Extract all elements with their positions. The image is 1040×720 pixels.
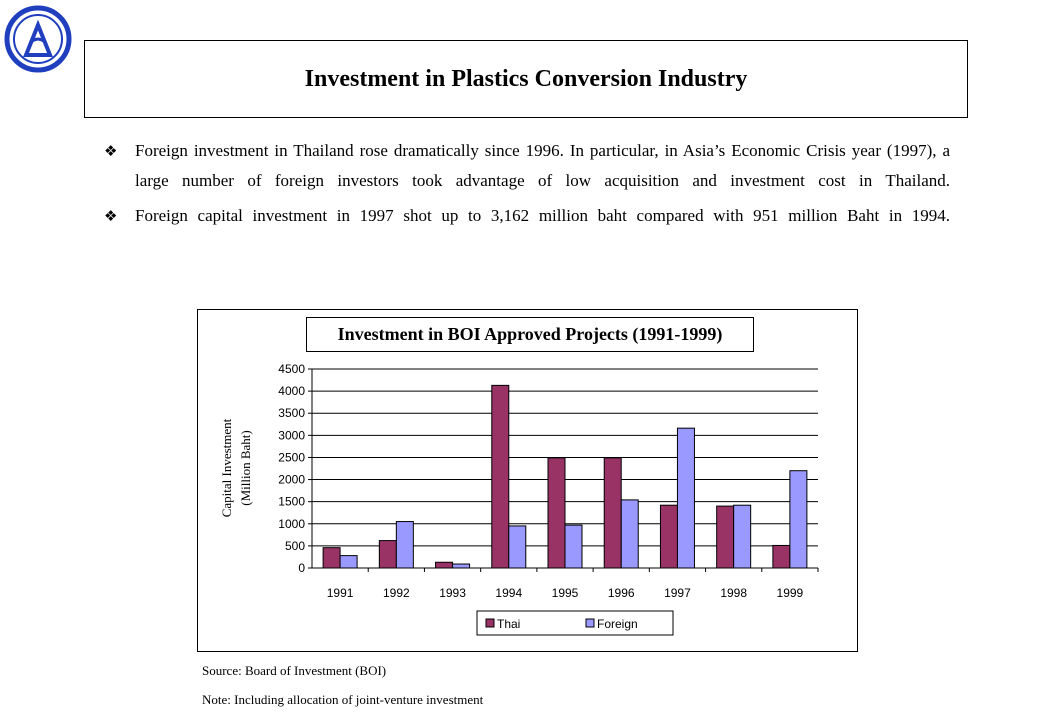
x-tick-label: 1994 <box>495 586 523 600</box>
diamond-bullet-icon: ❖ <box>104 142 118 160</box>
bar-foreign <box>565 525 582 568</box>
chart-frame <box>197 309 858 652</box>
bar-thai <box>773 545 790 568</box>
y-axis-label-units: (Million Baht) <box>238 430 253 506</box>
y-tick-label: 1000 <box>278 516 305 531</box>
legend-swatch-thai <box>486 619 494 627</box>
bar-chart <box>198 310 859 653</box>
bar-thai <box>323 548 340 568</box>
bar-foreign <box>790 471 807 568</box>
y-tick-label: 1500 <box>278 494 305 509</box>
bullet-text: Foreign investment in Thailand rose dramatically since 1996. In particular, in Asia’s Economic Crisis year (1997), a large number of foreign investors took advantage of low acquisition and investment cost in Thailand. <box>135 141 950 190</box>
bar-foreign <box>677 428 694 568</box>
x-tick-label: 1993 <box>439 586 466 600</box>
y-tick-label: 3500 <box>278 406 305 421</box>
y-tick-label: 0 <box>298 561 305 575</box>
chart-title: Investment in BOI Approved Projects (1991-1999) <box>306 317 754 352</box>
y-tick-label: 4500 <box>278 362 305 376</box>
bar-foreign <box>453 564 470 568</box>
bullet-item <box>104 201 950 231</box>
x-tick-label: 1996 <box>607 586 635 600</box>
y-tick-label: 500 <box>284 538 305 553</box>
bullet-text: Foreign capital investment in 1997 shot up to 3,162 million baht compared with 951 million Baht in 1994. <box>135 206 950 225</box>
legend-label-foreign: Foreign <box>597 617 638 631</box>
bar-thai <box>548 458 565 568</box>
y-tick-label: 2500 <box>278 450 305 465</box>
bar-thai <box>660 505 677 568</box>
bar-thai <box>717 506 734 568</box>
y-axis-label: Capital Investment <box>219 418 234 518</box>
bar-foreign <box>509 526 526 568</box>
bar-foreign <box>734 505 751 568</box>
title-box <box>84 40 968 118</box>
x-tick-label: 1998 <box>720 586 748 600</box>
bar-thai <box>604 458 621 568</box>
x-tick-label: 1997 <box>664 586 691 600</box>
legend-label-thai: Thai <box>497 617 521 631</box>
y-tick-label: 3000 <box>278 428 305 443</box>
bar-foreign <box>396 522 413 568</box>
bar-foreign <box>340 556 357 568</box>
boi-logo-icon <box>4 5 72 73</box>
page-title: Investment in Plastics Conversion Industry <box>304 65 748 92</box>
x-tick-label: 1992 <box>382 586 410 600</box>
bullet-item <box>104 136 950 196</box>
x-tick-label: 1991 <box>326 586 354 600</box>
x-tick-label: 1999 <box>776 586 804 600</box>
bar-thai <box>492 385 509 568</box>
y-tick-label: 2000 <box>278 472 305 487</box>
diamond-bullet-icon: ❖ <box>104 207 118 225</box>
bar-thai <box>436 562 453 568</box>
y-tick-label: 4000 <box>278 384 305 399</box>
legend-swatch-foreign <box>586 619 594 627</box>
bullet-list <box>104 136 950 236</box>
bar-foreign <box>621 500 638 568</box>
bar-thai <box>379 541 396 568</box>
x-tick-label: 1995 <box>551 586 579 600</box>
source-note: Source: Board of Investment (BOI) <box>202 663 387 678</box>
footnote: Note: Including allocation of joint-venture investment <box>202 692 484 707</box>
